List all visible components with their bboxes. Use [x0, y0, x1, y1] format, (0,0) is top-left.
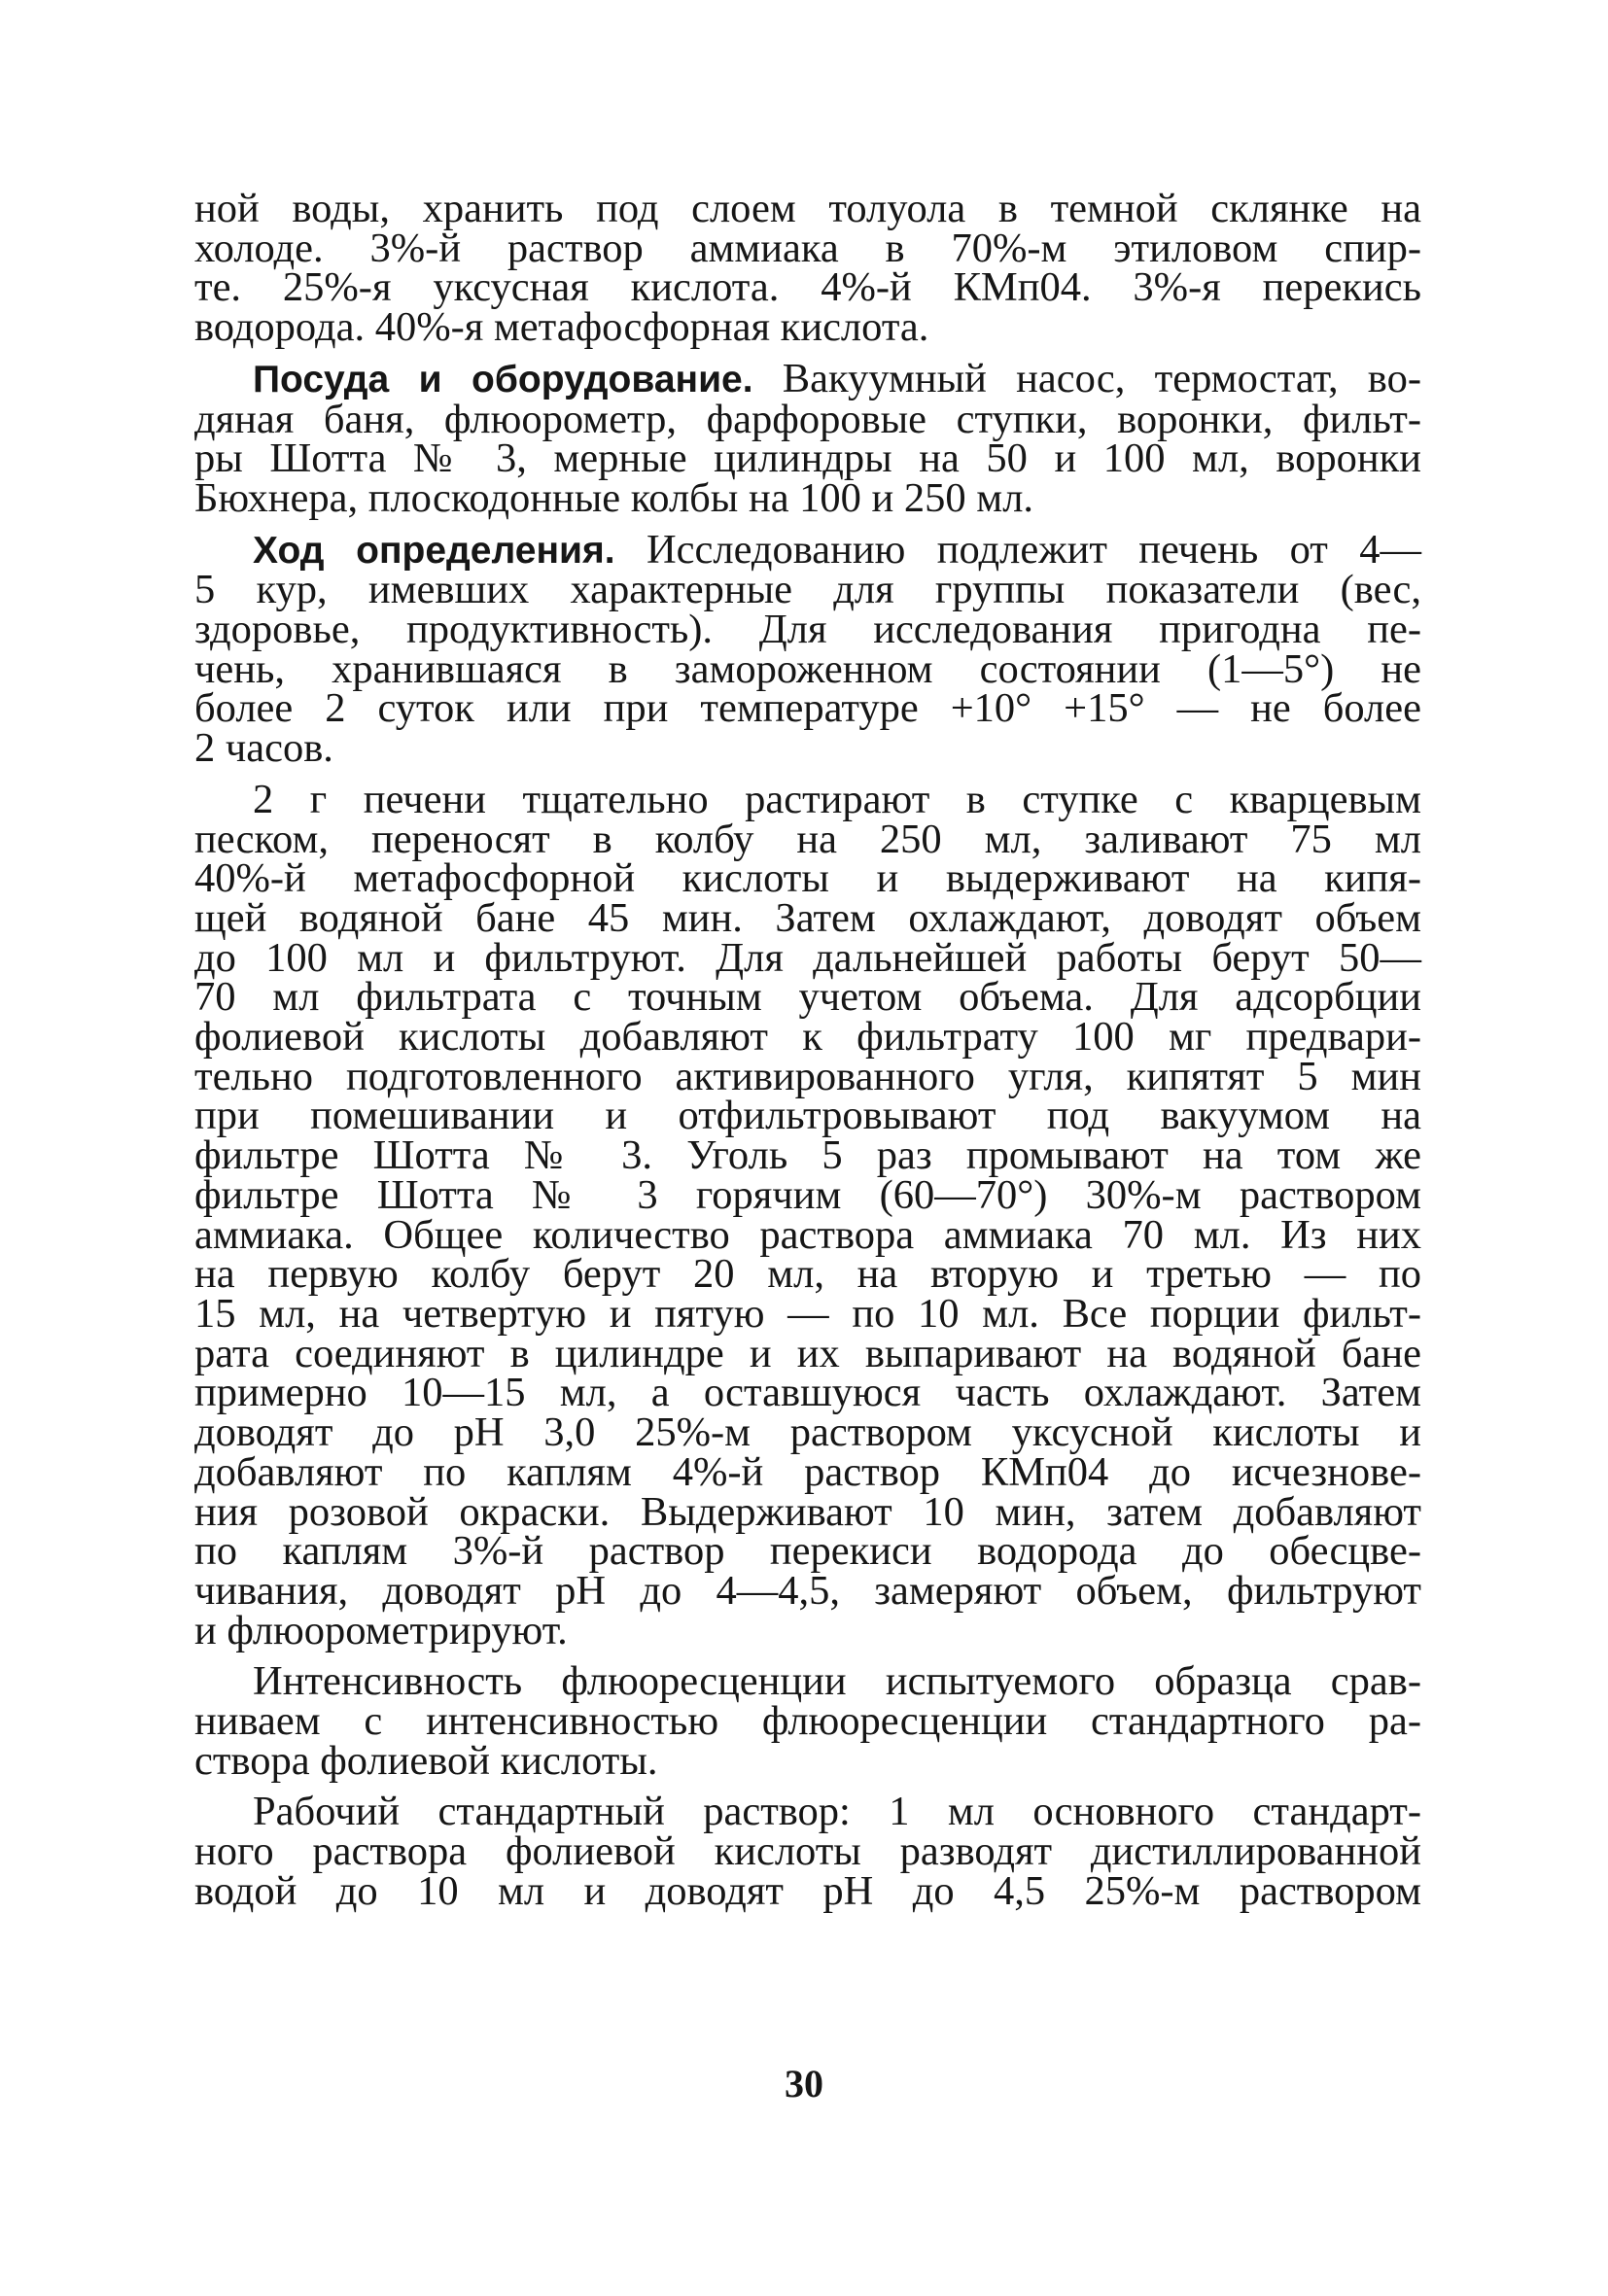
- text-fragment: Вакуумный насос, термостат, во-: [752, 355, 1421, 401]
- text-line: Интенсивность флюоресценции испытуемого образца срав-: [253, 1658, 1421, 1705]
- section-heading: Ход определения.: [253, 529, 615, 572]
- text-line: фильтре Шотта № 3. Уголь 5 раз промывают на том же: [194, 1132, 1421, 1179]
- paragraph-working-standard: [194, 1789, 1421, 1914]
- text-line: ной воды, хранить под слоем толуола в темной склянке на: [194, 186, 1421, 231]
- text-line: [194, 526, 1421, 573]
- text-line: Рабочий стандартный раствор: 1 мл основного стандарт-: [253, 1789, 1421, 1835]
- text-line: створа фолиевой кислоты.: [194, 1737, 658, 1784]
- text-line: 2 г печени тщательно растирают в ступке с кварцевым: [253, 776, 1421, 822]
- text-line: [194, 355, 1421, 401]
- text-line: рата соединяют в цилиндре и их выпаривают на водяной бане: [194, 1330, 1421, 1376]
- text-line: при помешивании и отфильтровывают под вакуумом на: [194, 1093, 1421, 1139]
- text-line: 5 кур, имевших характерные для группы показатели (вес,: [194, 567, 1421, 613]
- paragraph-fluorescence: [194, 1658, 1421, 1784]
- text-line: фолиевой кислоты добавляют к фильтрату 100 мг предвари-: [194, 1014, 1421, 1061]
- text-line: 70 мл фильтрата с точным учетом объема. Для адсорбции: [194, 974, 1421, 1021]
- text-line: ния розовой окраски. Выдерживают 10 мин, затем добавляют: [194, 1488, 1421, 1535]
- paragraph-reagents: [194, 186, 1421, 351]
- text-line: на первую колбу берут 20 мл, на вторую и третью — по: [194, 1251, 1421, 1298]
- text-line: ры Шотта № 3, мерные цилиндры на 50 и 100 мл, воронки: [194, 435, 1421, 482]
- text-line: доводят до рН 3,0 25%-м раствором уксусной кислоты и: [194, 1409, 1421, 1456]
- text-fragment: Исследованию подлежит печень от 4—: [614, 526, 1421, 573]
- paragraph-equipment: [194, 355, 1421, 521]
- text-line: более 2 суток или при температуре +10° +15° — не более: [194, 685, 1421, 732]
- text-line: 15 мл, на четвертую и пятую — по 10 мл. Все порции фильт-: [194, 1290, 1421, 1337]
- page-body: [194, 186, 1421, 1914]
- text-line: ниваем с интенсивностью флюоресценции стандартного ра-: [194, 1698, 1421, 1745]
- text-line: тельно подготовленного активированного угля, кипятят 5 мин: [194, 1053, 1421, 1099]
- text-line: фильтре Шотта № 3 горячим (60—70°) 30%-м раствором: [194, 1171, 1421, 1218]
- section-heading: Посуда и оборудование.: [253, 358, 753, 400]
- text-line: песком, переносят в колбу на 250 мл, заливают 75 мл: [194, 816, 1421, 862]
- text-line: чень, хранившаяся в замороженном состоянии (1—5°) не: [194, 645, 1421, 692]
- text-line: водой до 10 мл и доводят рН до 4,5 25%-м раствором: [194, 1867, 1421, 1914]
- text-line: щей водяной бане 45 мин. Затем охлаждают, доводят объем: [194, 894, 1421, 941]
- text-line: здоровье, продуктивность). Для исследования пригодна пе-: [194, 607, 1421, 653]
- text-line: по каплям 3%-й раствор перекиси водорода до обесцве-: [194, 1528, 1421, 1575]
- text-line: чивания, доводят рН до 4—4,5, замеряют объем, фильтруют: [194, 1567, 1421, 1614]
- text-line: до 100 мл и фильтруют. Для дальнейшей работы берут 50—: [194, 934, 1421, 981]
- text-line: дяная баня, флюорометр, фарфоровые ступки, воронки, фильт-: [194, 396, 1421, 442]
- text-line: аммиака. Общее количество раствора аммиака 70 мл. Из них: [194, 1211, 1421, 1258]
- paragraph-method: [194, 776, 1421, 1653]
- text-line: холоде. 3%-й раствор аммиака в 70%-м этиловом спир-: [194, 225, 1421, 271]
- text-line: добавляют по каплям 4%-й раствор КМп04 до исчезнове-: [194, 1448, 1421, 1495]
- text-line: те. 25%-я уксусная кислота. 4%-й КМп04. 3%-я перекись: [194, 264, 1421, 311]
- page-number: 30: [785, 2062, 823, 2105]
- text-line: и флюорометрируют.: [194, 1607, 568, 1653]
- text-line: ного раствора фолиевой кислоты разводят дистиллированной: [194, 1828, 1421, 1875]
- text-line: 2 часов.: [194, 725, 333, 772]
- text-line: примерно 10—15 мл, а оставшуюся часть охлаждают. Затем: [194, 1370, 1421, 1416]
- paragraph-procedure: [194, 526, 1421, 772]
- text-line: водорода. 40%-я метафосфорная кислота.: [194, 304, 929, 351]
- text-line: Бюхнера, плоскодонные колбы на 100 и 250 мл.: [194, 474, 1034, 521]
- text-line: 40%-й метафосфорной кислоты и выдерживают на кипя-: [194, 855, 1421, 902]
